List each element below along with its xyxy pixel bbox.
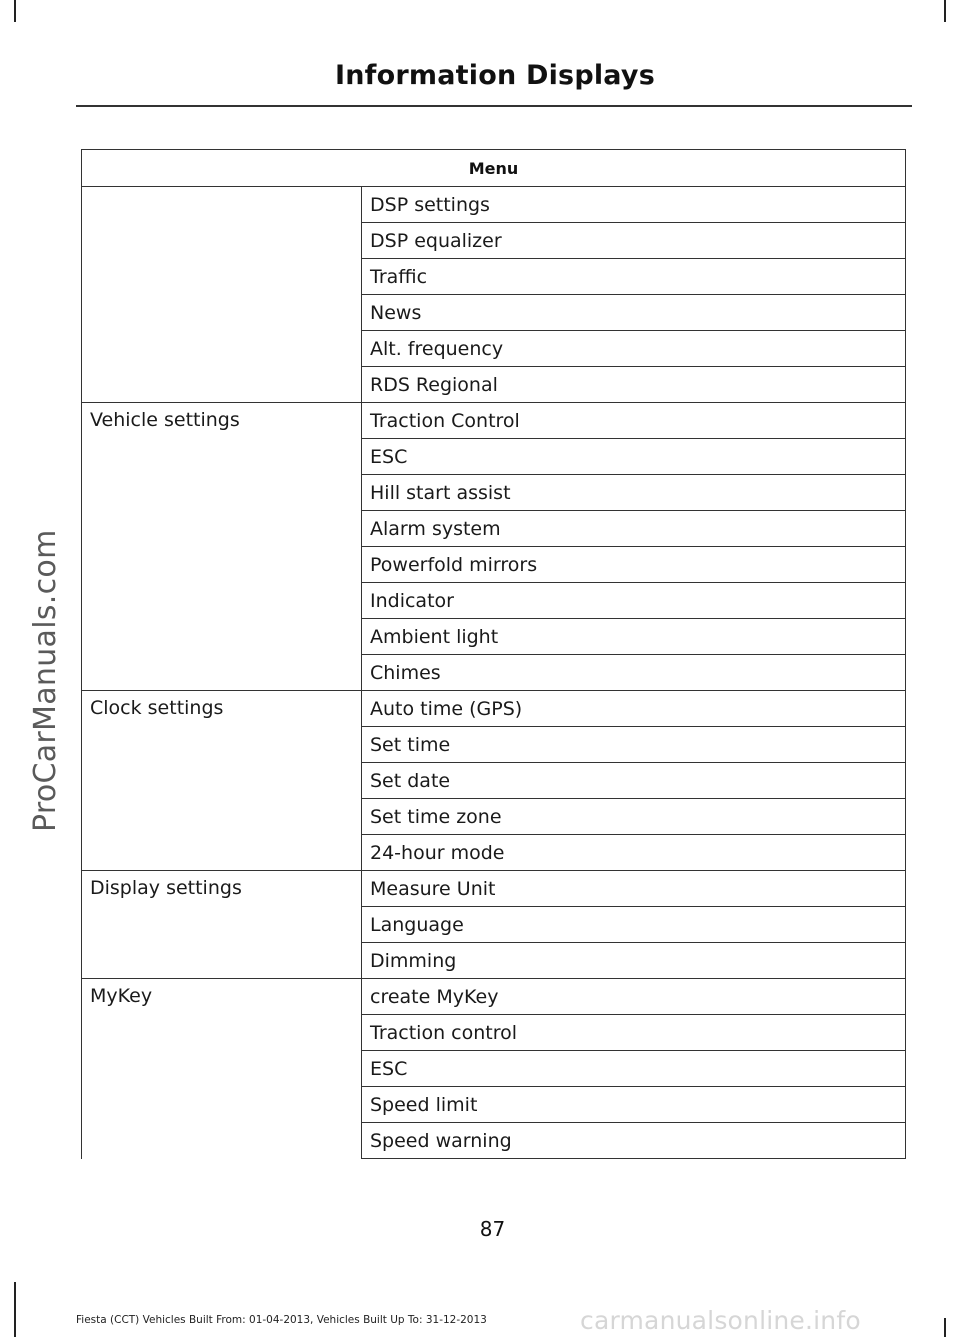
menu-item: 24-hour mode [362, 835, 906, 871]
page-number: 87 [479, 1217, 506, 1241]
menu-group-label [82, 187, 362, 403]
footer-watermark: carmanualsonline.info [580, 1306, 861, 1335]
menu-item: Auto time (GPS) [362, 691, 906, 727]
table-row [82, 979, 906, 1015]
menu-item: Speed warning [362, 1123, 906, 1159]
menu-item: Hill start assist [362, 475, 906, 511]
page-title: Information Displays [335, 60, 655, 91]
menu-item: Set time [362, 727, 906, 763]
menu-item: DSP settings [362, 187, 906, 223]
crop-mark-top-right [944, 0, 946, 22]
table-header-row [82, 150, 906, 187]
menu-item: RDS Regional [362, 367, 906, 403]
menu-item: Chimes [362, 655, 906, 691]
menu-item: create MyKey [362, 979, 906, 1015]
menu-table [81, 149, 906, 1159]
table-header-menu: Menu [82, 150, 906, 187]
menu-group-label: Display settings [82, 871, 362, 979]
menu-item: Dimming [362, 943, 906, 979]
menu-group-label: MyKey [82, 979, 362, 1159]
menu-item: Traction Control [362, 403, 906, 439]
menu-group-label: Clock settings [82, 691, 362, 871]
footer-vehicle-text: Fiesta (CCT) Vehicles Built From: 01-04-2013, Vehicles Built Up To: 31-12-2013 [76, 1314, 487, 1326]
table-row [82, 187, 906, 223]
menu-item: Set date [362, 763, 906, 799]
menu-item: Indicator [362, 583, 906, 619]
menu-item: Traction control [362, 1015, 906, 1051]
crop-mark-bottom-left [14, 1282, 16, 1337]
crop-mark-top-left [14, 0, 16, 22]
menu-item: Measure Unit [362, 871, 906, 907]
table-row [82, 871, 906, 907]
menu-table-body [82, 187, 906, 1159]
menu-item: ESC [362, 439, 906, 475]
menu-item: News [362, 295, 906, 331]
crop-mark-bottom-right [944, 1318, 946, 1337]
menu-item: Powerfold mirrors [362, 547, 906, 583]
menu-item: Alarm system [362, 511, 906, 547]
menu-item: Ambient light [362, 619, 906, 655]
title-divider [76, 105, 912, 107]
menu-item: Set time zone [362, 799, 906, 835]
menu-item: Alt. frequency [362, 331, 906, 367]
table-row [82, 691, 906, 727]
menu-group-label: Vehicle settings [82, 403, 362, 691]
table-row [82, 403, 906, 439]
menu-item: DSP equalizer [362, 223, 906, 259]
menu-item: Language [362, 907, 906, 943]
menu-item: Traffic [362, 259, 906, 295]
menu-item: Speed limit [362, 1087, 906, 1123]
side-watermark: ProCarManuals.com [28, 529, 63, 832]
menu-item: ESC [362, 1051, 906, 1087]
